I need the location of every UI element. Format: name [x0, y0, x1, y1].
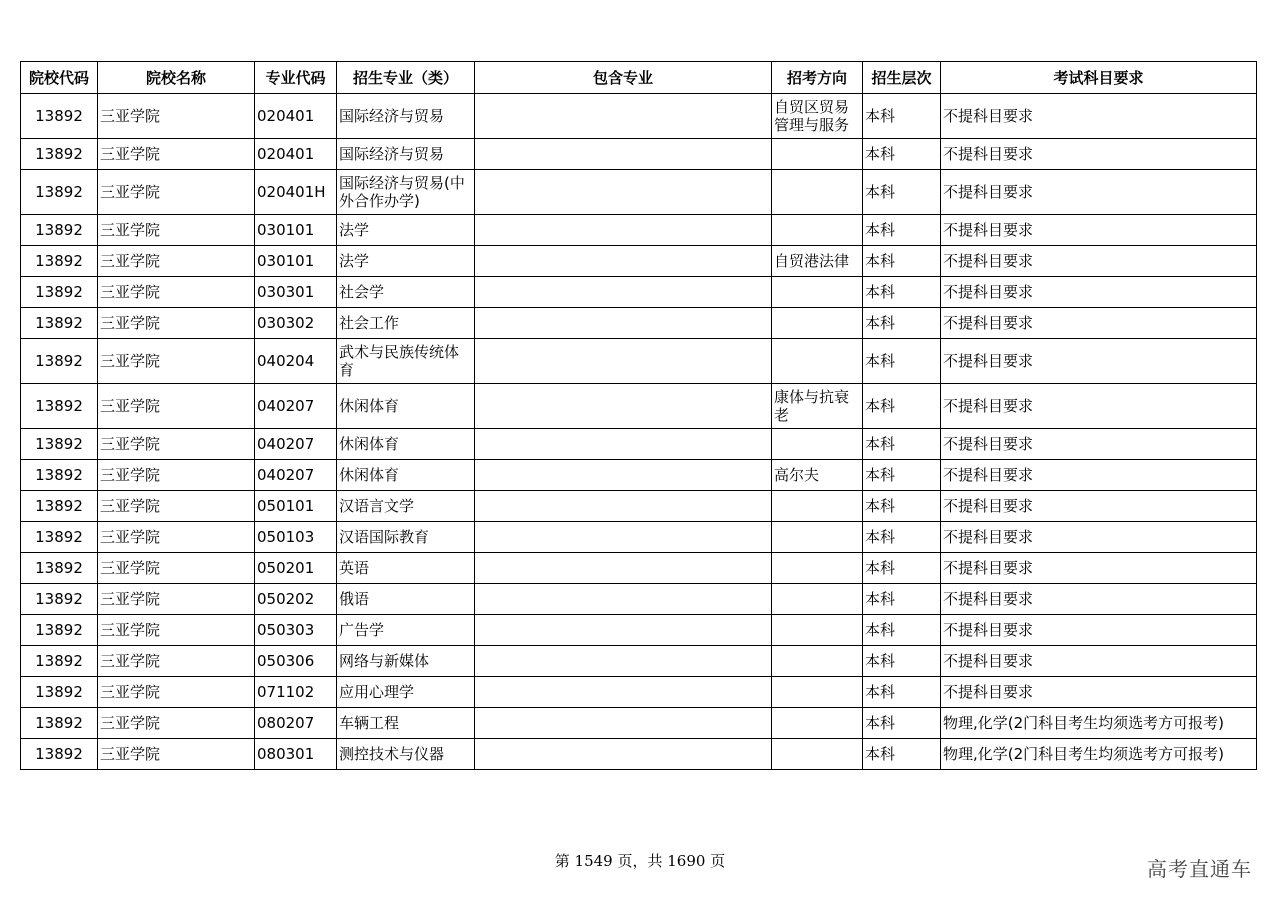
cell-requirement: 不提科目要求 [941, 677, 1257, 708]
cell-school-code: 13892 [21, 170, 98, 215]
cell-major-code: 050103 [255, 522, 337, 553]
cell-school-code: 13892 [21, 215, 98, 246]
cell-major: 测控技术与仪器 [337, 739, 475, 770]
cell-includes [475, 308, 772, 339]
cell-requirement: 不提科目要求 [941, 339, 1257, 384]
cell-major-code: 050306 [255, 646, 337, 677]
cell-school-code: 13892 [21, 246, 98, 277]
cell-level: 本科 [863, 522, 941, 553]
cell-requirement: 不提科目要求 [941, 308, 1257, 339]
cell-school-name: 三亚学院 [98, 246, 255, 277]
cell-requirement: 不提科目要求 [941, 615, 1257, 646]
cell-requirement: 不提科目要求 [941, 429, 1257, 460]
table-row [21, 170, 1257, 215]
cell-school-name: 三亚学院 [98, 94, 255, 139]
cell-includes [475, 139, 772, 170]
cell-direction: 自贸港法律 [772, 246, 863, 277]
cell-school-name: 三亚学院 [98, 308, 255, 339]
cell-level: 本科 [863, 94, 941, 139]
cell-major: 休闲体育 [337, 384, 475, 429]
cell-school-name: 三亚学院 [98, 170, 255, 215]
cell-major: 国际经济与贸易 [337, 139, 475, 170]
cell-requirement: 不提科目要求 [941, 139, 1257, 170]
cell-requirement: 物理,化学(2门科目考生均须选考方可报考) [941, 739, 1257, 770]
cell-includes [475, 739, 772, 770]
cell-includes [475, 708, 772, 739]
cell-major-code: 040204 [255, 339, 337, 384]
cell-major: 国际经济与贸易(中外合作办学) [337, 170, 475, 215]
cell-requirement: 不提科目要求 [941, 215, 1257, 246]
cell-direction [772, 215, 863, 246]
cell-school-name: 三亚学院 [98, 277, 255, 308]
cell-level: 本科 [863, 170, 941, 215]
cell-school-name: 三亚学院 [98, 384, 255, 429]
cell-includes [475, 522, 772, 553]
cell-school-code: 13892 [21, 708, 98, 739]
header-requirement: 考试科目要求 [941, 62, 1257, 94]
header-direction: 招考方向 [772, 62, 863, 94]
cell-major-code: 030302 [255, 308, 337, 339]
cell-major: 国际经济与贸易 [337, 94, 475, 139]
cell-major-code: 050201 [255, 553, 337, 584]
cell-school-name: 三亚学院 [98, 677, 255, 708]
cell-school-code: 13892 [21, 339, 98, 384]
cell-major-code: 020401 [255, 139, 337, 170]
cell-includes [475, 246, 772, 277]
cell-level: 本科 [863, 677, 941, 708]
cell-school-name: 三亚学院 [98, 584, 255, 615]
table-header-row [21, 62, 1257, 94]
cell-school-name: 三亚学院 [98, 491, 255, 522]
cell-level: 本科 [863, 553, 941, 584]
header-major: 招生专业（类） [337, 62, 475, 94]
table-row [21, 584, 1257, 615]
cell-level: 本科 [863, 739, 941, 770]
cell-direction [772, 339, 863, 384]
cell-requirement: 不提科目要求 [941, 94, 1257, 139]
cell-direction [772, 708, 863, 739]
cell-school-name: 三亚学院 [98, 739, 255, 770]
cell-major: 武术与民族传统体育 [337, 339, 475, 384]
cell-major: 法学 [337, 215, 475, 246]
cell-level: 本科 [863, 584, 941, 615]
cell-level: 本科 [863, 646, 941, 677]
cell-requirement: 不提科目要求 [941, 491, 1257, 522]
cell-includes [475, 215, 772, 246]
table-row [21, 491, 1257, 522]
cell-major-code: 030301 [255, 277, 337, 308]
table-row [21, 384, 1257, 429]
table-row [21, 339, 1257, 384]
cell-school-code: 13892 [21, 384, 98, 429]
cell-includes [475, 553, 772, 584]
cell-school-name: 三亚学院 [98, 522, 255, 553]
table-row [21, 139, 1257, 170]
table-row [21, 553, 1257, 584]
cell-school-code: 13892 [21, 553, 98, 584]
cell-direction [772, 553, 863, 584]
cell-major: 社会工作 [337, 308, 475, 339]
admissions-table [20, 61, 1257, 770]
table-row [21, 460, 1257, 491]
cell-includes [475, 384, 772, 429]
cell-direction: 高尔夫 [772, 460, 863, 491]
cell-direction [772, 739, 863, 770]
cell-direction [772, 646, 863, 677]
cell-level: 本科 [863, 384, 941, 429]
header-school-code: 院校代码 [21, 62, 98, 94]
table-row [21, 246, 1257, 277]
cell-school-code: 13892 [21, 308, 98, 339]
cell-requirement: 不提科目要求 [941, 584, 1257, 615]
cell-school-name: 三亚学院 [98, 708, 255, 739]
cell-direction: 康体与抗衰老 [772, 384, 863, 429]
cell-major-code: 040207 [255, 460, 337, 491]
page-number: 第 1549 页，共 1690 页 [554, 852, 726, 870]
cell-requirement: 不提科目要求 [941, 460, 1257, 491]
cell-requirement: 不提科目要求 [941, 384, 1257, 429]
cell-major-code: 040207 [255, 384, 337, 429]
cell-major: 法学 [337, 246, 475, 277]
cell-requirement: 不提科目要求 [941, 170, 1257, 215]
cell-level: 本科 [863, 615, 941, 646]
cell-school-name: 三亚学院 [98, 139, 255, 170]
cell-school-code: 13892 [21, 491, 98, 522]
cell-major-code: 050101 [255, 491, 337, 522]
table-row [21, 739, 1257, 770]
header-major-code: 专业代码 [255, 62, 337, 94]
table-row [21, 615, 1257, 646]
cell-major: 英语 [337, 553, 475, 584]
table-row [21, 215, 1257, 246]
cell-major-code: 030101 [255, 246, 337, 277]
table-row [21, 429, 1257, 460]
cell-includes [475, 277, 772, 308]
cell-level: 本科 [863, 277, 941, 308]
cell-major: 休闲体育 [337, 460, 475, 491]
table-row [21, 677, 1257, 708]
cell-direction [772, 277, 863, 308]
cell-includes [475, 339, 772, 384]
cell-direction [772, 429, 863, 460]
header-includes: 包含专业 [475, 62, 772, 94]
header-level: 招生层次 [863, 62, 941, 94]
cell-major: 汉语言文学 [337, 491, 475, 522]
cell-major: 网络与新媒体 [337, 646, 475, 677]
cell-major-code: 020401 [255, 94, 337, 139]
cell-major-code: 050303 [255, 615, 337, 646]
cell-major-code: 040207 [255, 429, 337, 460]
cell-school-code: 13892 [21, 584, 98, 615]
table-row [21, 94, 1257, 139]
cell-school-name: 三亚学院 [98, 646, 255, 677]
cell-includes [475, 491, 772, 522]
cell-requirement: 物理,化学(2门科目考生均须选考方可报考) [941, 708, 1257, 739]
header-school-name: 院校名称 [98, 62, 255, 94]
cell-direction [772, 491, 863, 522]
cell-level: 本科 [863, 708, 941, 739]
cell-school-code: 13892 [21, 739, 98, 770]
cell-requirement: 不提科目要求 [941, 522, 1257, 553]
cell-direction [772, 522, 863, 553]
cell-school-code: 13892 [21, 460, 98, 491]
cell-includes [475, 677, 772, 708]
watermark: 高考直通车 [1147, 857, 1252, 881]
cell-level: 本科 [863, 139, 941, 170]
cell-school-code: 13892 [21, 646, 98, 677]
cell-requirement: 不提科目要求 [941, 553, 1257, 584]
cell-school-code: 13892 [21, 139, 98, 170]
cell-includes [475, 584, 772, 615]
cell-major-code: 080207 [255, 708, 337, 739]
cell-major-code: 030101 [255, 215, 337, 246]
cell-school-name: 三亚学院 [98, 429, 255, 460]
cell-direction [772, 615, 863, 646]
cell-school-code: 13892 [21, 677, 98, 708]
cell-direction [772, 584, 863, 615]
cell-major-code: 071102 [255, 677, 337, 708]
table-row [21, 646, 1257, 677]
cell-school-code: 13892 [21, 429, 98, 460]
cell-direction [772, 677, 863, 708]
cell-school-code: 13892 [21, 277, 98, 308]
table-row [21, 522, 1257, 553]
cell-major: 广告学 [337, 615, 475, 646]
cell-includes [475, 94, 772, 139]
cell-requirement: 不提科目要求 [941, 646, 1257, 677]
cell-major: 社会学 [337, 277, 475, 308]
cell-direction [772, 170, 863, 215]
cell-school-code: 13892 [21, 522, 98, 553]
cell-school-code: 13892 [21, 615, 98, 646]
cell-major-code: 050202 [255, 584, 337, 615]
cell-direction [772, 139, 863, 170]
cell-requirement: 不提科目要求 [941, 277, 1257, 308]
cell-includes [475, 429, 772, 460]
cell-school-name: 三亚学院 [98, 553, 255, 584]
cell-includes [475, 646, 772, 677]
cell-level: 本科 [863, 339, 941, 384]
cell-requirement: 不提科目要求 [941, 246, 1257, 277]
cell-level: 本科 [863, 308, 941, 339]
cell-level: 本科 [863, 491, 941, 522]
cell-direction: 自贸区贸易管理与服务 [772, 94, 863, 139]
cell-direction [772, 308, 863, 339]
cell-major: 车辆工程 [337, 708, 475, 739]
cell-major: 汉语国际教育 [337, 522, 475, 553]
cell-school-name: 三亚学院 [98, 460, 255, 491]
cell-includes [475, 170, 772, 215]
cell-includes [475, 615, 772, 646]
cell-level: 本科 [863, 246, 941, 277]
cell-level: 本科 [863, 429, 941, 460]
cell-school-name: 三亚学院 [98, 615, 255, 646]
cell-level: 本科 [863, 460, 941, 491]
cell-level: 本科 [863, 215, 941, 246]
cell-school-code: 13892 [21, 94, 98, 139]
cell-school-name: 三亚学院 [98, 339, 255, 384]
table-row [21, 708, 1257, 739]
cell-major-code: 020401H [255, 170, 337, 215]
table-row [21, 308, 1257, 339]
cell-major-code: 080301 [255, 739, 337, 770]
table-row [21, 277, 1257, 308]
cell-school-name: 三亚学院 [98, 215, 255, 246]
cell-major: 休闲体育 [337, 429, 475, 460]
cell-major: 俄语 [337, 584, 475, 615]
cell-includes [475, 460, 772, 491]
cell-major: 应用心理学 [337, 677, 475, 708]
